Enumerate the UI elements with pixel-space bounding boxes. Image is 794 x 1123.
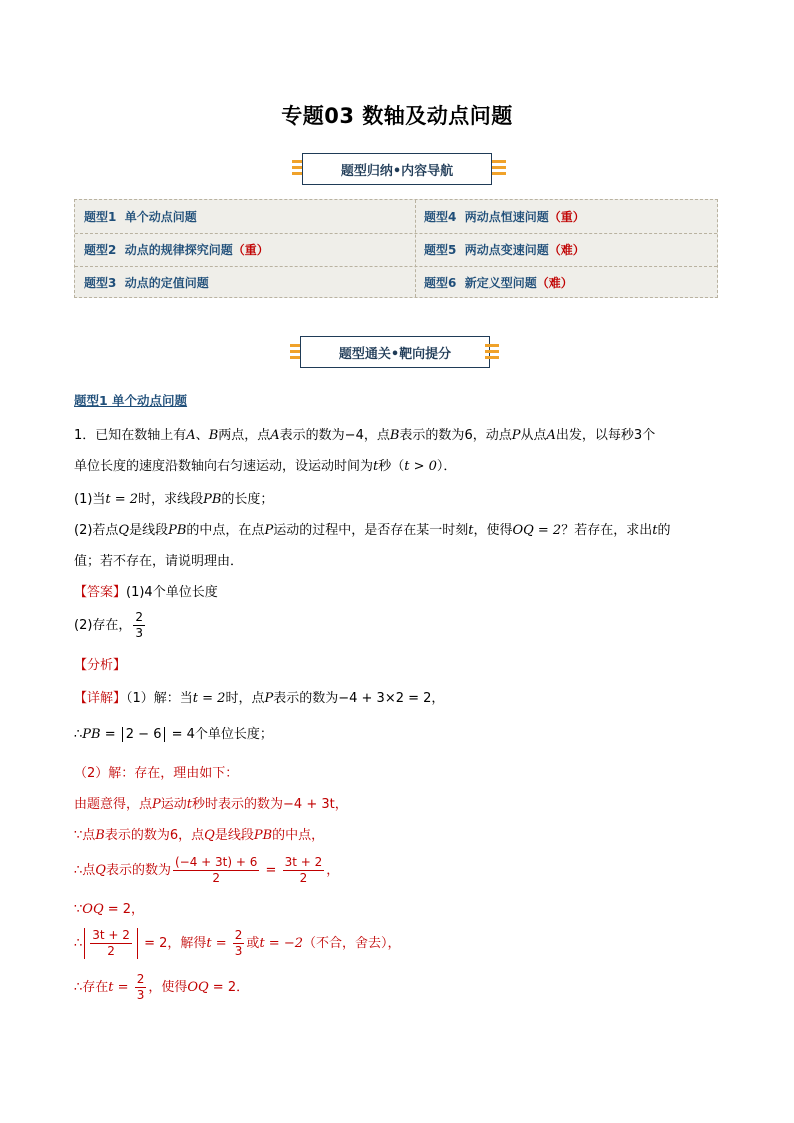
toc-item[interactable]: 题型1 单个动点问题 [84,210,197,224]
section-heading: 题型1 单个动点问题 [74,393,188,408]
toc-item[interactable]: 题型6 新定义型问题 （难） [424,276,573,290]
fraction: $\frac{3t + 2}{2}$ [92,928,130,958]
section-banner-practice: 题型通关•靶向提分 [300,336,490,368]
detail-line: 由题意得，点P运动t秒时表示的数为−4 + 3t， [74,797,348,812]
fraction: $\frac{(-4 + 3t) + 6}{2}$ [174,855,258,885]
question-line: 单位长度的速度沿数轴向右匀速运动，设运动时间为t秒（t > 0）． [74,459,457,474]
toc-item[interactable]: 题型5 两动点变速问题 （难） [424,243,585,257]
absolute-value: 2 − 6 [122,727,166,742]
fraction: $\frac{3t + 2}{2}$ [284,855,323,885]
answer-line: (2)存在， $\frac{2}{3}$ [74,610,144,640]
fraction: $\frac{2}{3}$ [136,972,145,1002]
toc-item[interactable]: 题型4 两动点恒速问题 （重） [424,210,585,224]
question-line: 1．已知在数轴上有A、B两点，点A表示的数为−4，点B表示的数为6，动点P从点A出发，以每秒3个 [74,428,656,443]
detail-line: ∴点Q表示的数为 $\frac{(-4 + 3t) + 6}{2}$ = $\frac{3t + 2}{2}$ ， [74,855,340,885]
absolute-value [84,928,138,959]
toc-item[interactable]: 题型3 动点的定值问题 [84,276,209,290]
fraction: $\frac{2}{3}$ [234,928,243,958]
section-banner-navigation: 题型归纳•内容导航 [302,153,492,185]
right-bars-icon [492,160,506,174]
detail-line: ∴ $\frac{3t + 2}{2}$ = 2，解得t = $\frac{2}{3}$ 或t = −2（不合，舍去）， [74,928,401,958]
detail-line: ∴PB = 2 − 6 = 4个单位长度； [74,727,273,742]
page-title: 专题03 数轴及动点问题 [281,104,513,128]
detail-line: （2）解：存在，理由如下： [74,766,239,781]
toc-table [74,199,718,298]
detail-line: ∵点B表示的数为6，点Q是线段PB的中点， [74,828,325,843]
toc-item[interactable]: 题型2 动点的规律探究问题 （重） [84,243,269,257]
question-line: (2)若点Q是线段PB的中点，在点P运动的过程中，是否存在某一时刻t，使得OQ = 2？若存在，求出t的 [74,523,671,538]
analysis-label: 【分析】 [74,658,127,673]
detail-line: ∴存在t = $\frac{2}{3}$ ，使得OQ = 2． [74,972,250,1002]
question-line: 值；若不存在，请说明理由． [74,554,244,569]
answer-line: 【答案】(1)4个单位长度 [74,585,218,600]
fraction: $\frac{2}{3}$ [135,610,144,640]
question-line: (1)当t = 2时，求线段PB的长度； [74,492,274,507]
detail-line: 【详解】（1）解：当t = 2时，点P表示的数为−4 + 3×2 = 2， [74,691,445,706]
detail-line: ∵OQ = 2， [74,902,145,917]
right-bars-icon [485,344,499,358]
